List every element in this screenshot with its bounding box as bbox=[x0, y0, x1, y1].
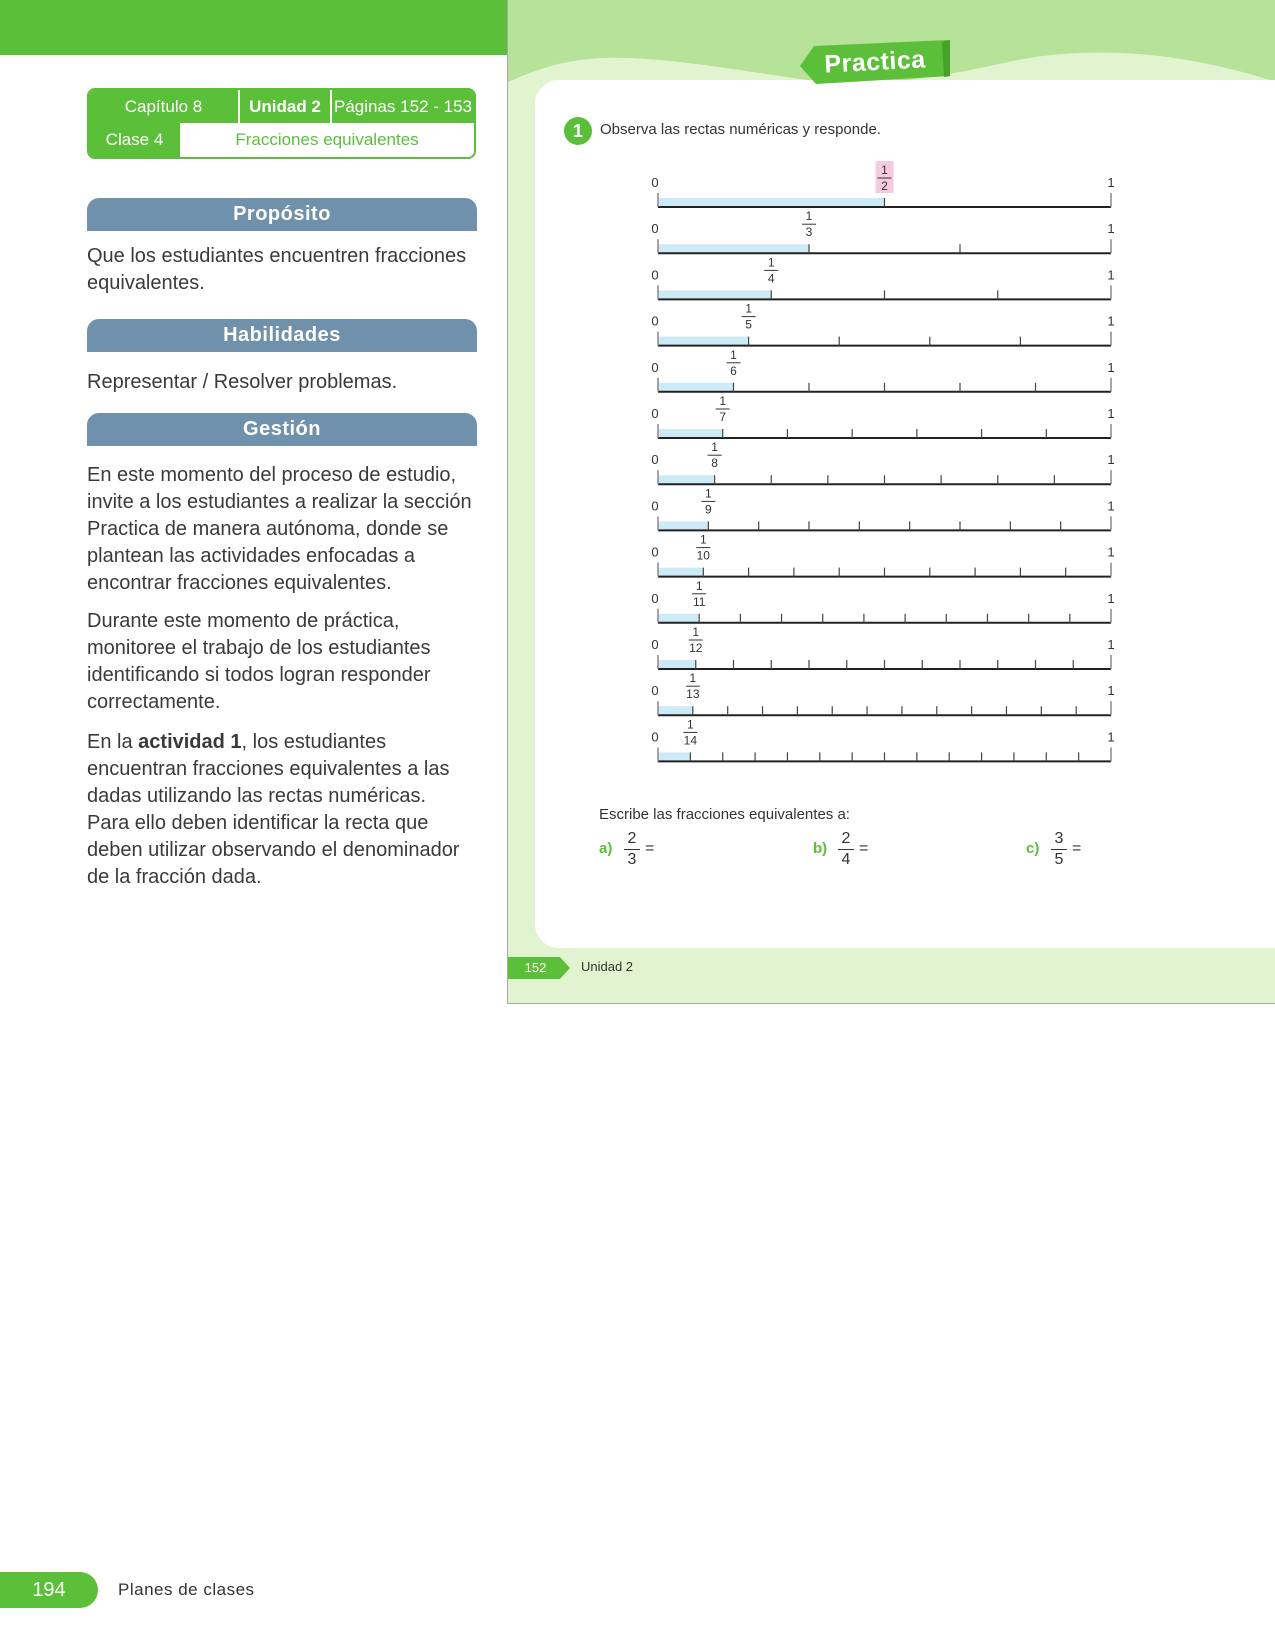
label-one: 1 bbox=[1107, 267, 1115, 283]
unit-fraction-bar bbox=[658, 706, 693, 715]
label-zero: 0 bbox=[651, 452, 659, 468]
top-green-band bbox=[0, 0, 510, 55]
label-zero: 0 bbox=[651, 590, 659, 606]
exercise-label: b) bbox=[813, 840, 828, 857]
fraction-label-numerator: 1 bbox=[699, 532, 707, 547]
gestion-paragraph-1: En este momento del proceso de estudio, invite a los estudiantes a realizar la sección Practica de manera autónoma, donde se plantean las actividades enfocadas a encontrar fracciones equivalentes. bbox=[87, 464, 472, 594]
label-zero: 0 bbox=[651, 683, 659, 699]
label-zero: 0 bbox=[651, 267, 659, 283]
lesson-title: Fracciones equivalentes bbox=[235, 130, 419, 149]
fraction-label-denominator: 10 bbox=[696, 548, 710, 563]
label-zero: 0 bbox=[651, 313, 659, 329]
class-label: Clase 4 bbox=[89, 123, 180, 157]
label-one: 1 bbox=[1107, 683, 1115, 699]
fraction-label-denominator: 6 bbox=[730, 363, 737, 378]
footer-page-number: 194 bbox=[0, 1572, 98, 1608]
habilidades-text: Representar / Resolver problemas. bbox=[87, 371, 398, 393]
fraction-label-numerator: 1 bbox=[695, 578, 703, 593]
exercise-prompt: Escribe las fracciones equivalentes a: bbox=[599, 806, 850, 823]
label-one: 1 bbox=[1107, 359, 1115, 375]
unit-fraction-bar bbox=[658, 244, 809, 253]
footer-title: Planes de clases bbox=[118, 1580, 255, 1599]
label-one: 1 bbox=[1107, 221, 1115, 237]
label-one: 1 bbox=[1107, 544, 1115, 560]
gestion-paragraph-3 bbox=[87, 729, 472, 891]
fraction-denominator: 5 bbox=[1054, 851, 1064, 868]
label-one: 1 bbox=[1107, 590, 1115, 606]
fraction-label-denominator: 14 bbox=[683, 733, 698, 748]
fraction-label-numerator: 1 bbox=[711, 440, 718, 455]
gestion-p3-post: , los estudiantes encuentran fracciones equivalentes a las dadas utilizando las rectas numéricas. Para ello deben identificar la recta que deben utilizar observando el denominador de la fracción dada. bbox=[87, 731, 460, 888]
activity-number-badge: 1 bbox=[564, 117, 592, 145]
fraction-numerator: 2 bbox=[627, 830, 637, 847]
label-one: 1 bbox=[1107, 313, 1115, 329]
gestion-p3-pre: En la bbox=[87, 731, 139, 753]
unit-fraction-bar bbox=[658, 290, 771, 299]
equals-sign: = bbox=[1072, 840, 1082, 857]
label-one: 1 bbox=[1107, 406, 1115, 421]
unit-fraction-bar bbox=[658, 198, 885, 207]
fraction-denominator: 4 bbox=[841, 851, 851, 868]
fraction-bar bbox=[1051, 849, 1067, 850]
exercise-fraction bbox=[624, 830, 640, 869]
fraction-label-denominator: 9 bbox=[704, 502, 712, 517]
proposito-text: Que los estudiantes encuentren fracciones equivalentes. bbox=[87, 245, 467, 294]
unit-fraction-bar bbox=[658, 568, 703, 577]
fraction-label-denominator: 4 bbox=[767, 271, 775, 286]
fraction-label-numerator: 1 bbox=[719, 394, 727, 408]
unit-label: Unidad 2 bbox=[249, 97, 321, 116]
unit-fraction-bar bbox=[658, 475, 715, 484]
fraction-label-denominator: 13 bbox=[686, 687, 700, 702]
unit-fraction-bar bbox=[658, 337, 749, 346]
label-zero: 0 bbox=[651, 498, 659, 514]
exercise-label: c) bbox=[1026, 840, 1040, 857]
pages-label: Páginas 152 - 153 bbox=[334, 97, 472, 116]
fraction-denominator: 3 bbox=[627, 851, 637, 868]
fraction-label-numerator: 1 bbox=[687, 717, 694, 732]
equals-sign: = bbox=[859, 840, 869, 857]
fraction-label-numerator: 1 bbox=[767, 255, 775, 270]
gestion-p3-bold: actividad 1 bbox=[138, 731, 242, 753]
unit-fraction-bar bbox=[658, 521, 708, 530]
fraction-bar bbox=[624, 849, 640, 850]
number-lines-chart bbox=[508, 150, 1275, 800]
proposito-heading: Propósito bbox=[87, 198, 477, 231]
label-zero: 0 bbox=[651, 637, 659, 652]
fraction-bar bbox=[838, 849, 854, 850]
unit-fraction-bar bbox=[658, 660, 696, 669]
fraction-numerator: 3 bbox=[1054, 830, 1064, 847]
fraction-label-numerator: 1 bbox=[730, 347, 737, 362]
unit-fraction-bar bbox=[658, 383, 734, 392]
chapter-label: Capítulo 8 bbox=[124, 97, 203, 116]
label-one: 1 bbox=[1107, 452, 1115, 468]
label-zero: 0 bbox=[651, 221, 659, 237]
fraction-label-numerator: 1 bbox=[689, 671, 697, 686]
fraction-label-denominator: 3 bbox=[805, 225, 813, 240]
label-one: 1 bbox=[1107, 175, 1115, 190]
fraction-label-numerator: 1 bbox=[704, 486, 712, 501]
fraction-label-numerator: 1 bbox=[692, 625, 700, 639]
exercise-fraction bbox=[1051, 830, 1067, 869]
page-number: 152 bbox=[524, 960, 547, 975]
unit-fraction-bar bbox=[658, 429, 723, 438]
fraction-label-denominator: 5 bbox=[745, 317, 752, 332]
equals-sign: = bbox=[645, 840, 655, 857]
fraction-label-numerator: 1 bbox=[881, 163, 888, 177]
gestion-heading: Gestión bbox=[87, 413, 477, 446]
label-one: 1 bbox=[1107, 637, 1115, 652]
exercise-fraction bbox=[838, 830, 854, 869]
fraction-label-denominator: 11 bbox=[692, 594, 706, 609]
unit-fraction-bar bbox=[658, 752, 690, 761]
label-zero: 0 bbox=[651, 729, 659, 745]
label-zero: 0 bbox=[651, 406, 659, 421]
gestion-paragraph-2: Durante este momento de práctica, monitoree el trabajo de los estudiantes identificando si todos logran responder correctamente. bbox=[87, 610, 431, 713]
fraction-label-denominator: 2 bbox=[881, 179, 888, 193]
fraction-label-denominator: 12 bbox=[689, 641, 703, 655]
fraction-numerator: 2 bbox=[841, 830, 851, 847]
fraction-label-numerator: 1 bbox=[745, 301, 752, 316]
label-one: 1 bbox=[1107, 498, 1115, 514]
practica-title: Practica bbox=[823, 45, 927, 79]
fraction-label-denominator: 8 bbox=[711, 456, 718, 471]
unit-fraction-bar bbox=[658, 614, 699, 623]
lesson-header-table bbox=[87, 88, 476, 159]
exercise-label: a) bbox=[599, 840, 613, 857]
student-page bbox=[507, 0, 1275, 1004]
label-one: 1 bbox=[1107, 729, 1115, 745]
label-zero: 0 bbox=[651, 175, 659, 190]
page-unit-label: Unidad 2 bbox=[581, 959, 634, 974]
label-zero: 0 bbox=[651, 544, 659, 560]
fraction-label-numerator: 1 bbox=[805, 209, 813, 224]
label-zero: 0 bbox=[651, 359, 659, 375]
activity-instruction: Observa las rectas numéricas y responde. bbox=[600, 121, 881, 138]
fraction-label-denominator: 7 bbox=[719, 410, 727, 424]
habilidades-heading: Habilidades bbox=[87, 319, 477, 352]
